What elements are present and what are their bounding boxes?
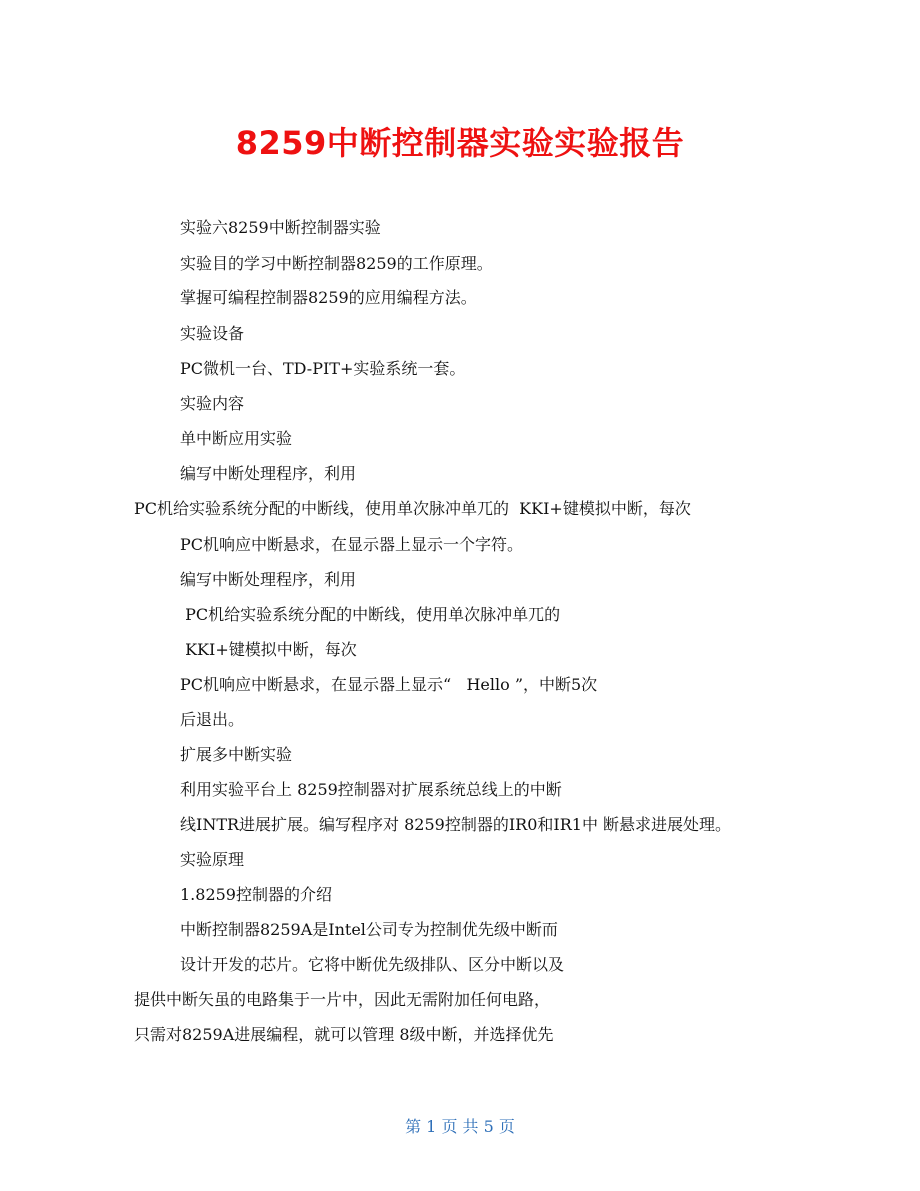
body-line: PC机响应中断悬求，在显示器上显示“ Hello ”，中断5次 bbox=[180, 675, 598, 694]
body-line: 中断控制器8259A是Intel公司专为控制优先级中断而 bbox=[180, 920, 558, 939]
body-line: 扩展多中断实验 bbox=[180, 745, 293, 764]
body-line: PC机响应中断悬求，在显示器上显示一个字符。 bbox=[180, 535, 524, 554]
page-footer: 第 1 页 共 5 页 bbox=[405, 1117, 515, 1136]
body-line: PC微机一台、TD-PIT+实验系统一套。 bbox=[180, 359, 466, 378]
document-title: 8259中断控制器实验实验报告 bbox=[235, 124, 685, 162]
body-line: 利用实验平台上 8259控制器对扩展系统总线上的中断 bbox=[180, 780, 562, 799]
body-line: 1.8259控制器的介绍 bbox=[180, 885, 332, 904]
body-line: 提供中断矢虽的电路集于一片中，因此无需附加任何电路， bbox=[134, 990, 551, 1009]
body-line: KKI+键模拟中断，每次 bbox=[180, 640, 357, 659]
body-line: PC机给实验系统分配的中断线，使用单次脉冲单兀的 KKI+键模拟中断，每次 bbox=[134, 499, 691, 518]
body-line: 实验内容 bbox=[180, 394, 245, 413]
body-line: 实验目的学习中断控制器8259的工作原理。 bbox=[180, 254, 493, 273]
body-line: 只需对8259A进展编程，就可以管理 8级中断，并选择优先 bbox=[134, 1025, 554, 1044]
body-line: 单中断应用实验 bbox=[180, 429, 293, 448]
body-line: 线INTR进展扩展。编写程序对 8259控制器的IR0和IR1中 断悬求进展处理。 bbox=[180, 815, 732, 834]
body-line: 实验设备 bbox=[180, 324, 245, 343]
body-line: 编写中断处理程序，利用 bbox=[180, 464, 357, 483]
body-line: 编写中断处理程序，利用 bbox=[180, 570, 357, 589]
body-line: 设计开发的芯片。它将中断优先级排队、区分中断以及 bbox=[180, 955, 565, 974]
body-line: 实验六8259中断控制器实验 bbox=[180, 218, 381, 237]
body-line: 后退出。 bbox=[180, 710, 245, 729]
body-line: PC机给实验系统分配的中断线，使用单次脉冲单兀的 bbox=[180, 605, 561, 624]
body-line: 掌握可编程控制器8259的应用编程方法。 bbox=[180, 288, 477, 307]
body-line: 实验原理 bbox=[180, 850, 245, 869]
